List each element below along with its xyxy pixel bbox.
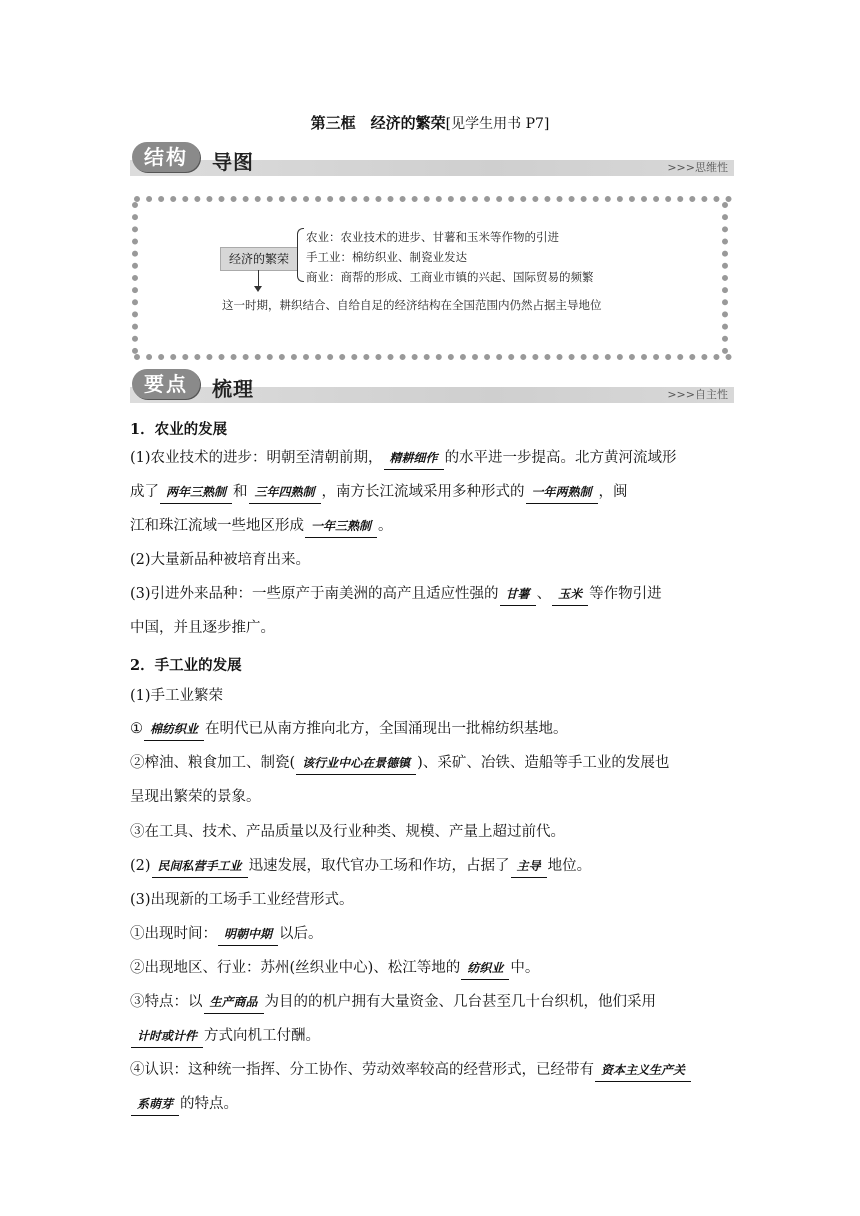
- frame-left: [132, 202, 144, 354]
- section-heading-agriculture: 1．农业的发展: [130, 421, 228, 438]
- paragraph: [130, 448, 734, 470]
- banner-tag: >>>自主性: [667, 388, 728, 401]
- answer-blank: 一年两熟制: [526, 482, 598, 504]
- paragraph: [130, 719, 734, 741]
- answer-blank: 玉米: [552, 584, 588, 606]
- key-points-banner: [130, 367, 734, 407]
- banner-pill: 要点: [132, 369, 200, 399]
- paragraph: [130, 924, 734, 946]
- text: 等作物引进: [589, 586, 662, 602]
- paragraph: [130, 992, 734, 1014]
- title-main: 第三框 经济的繁荣: [310, 114, 446, 132]
- answer-blank: 一年三熟制: [305, 516, 377, 538]
- structure-map-banner: [130, 140, 734, 180]
- text: 方式向机工付酬。: [204, 1028, 321, 1044]
- text: ④认识：这种统一指挥、分工协作、劳动效率较高的经营形式，已经带有: [130, 1062, 594, 1078]
- banner-pill: 结构: [132, 142, 200, 172]
- banner-heading: 梳理: [212, 377, 254, 401]
- answer-blank: 该行业中心在景德镇: [296, 753, 416, 775]
- text: (3)引进外来品种：一些原产于南美洲的高产且适应性强的: [130, 586, 499, 602]
- paragraph: [130, 753, 734, 775]
- text: 。: [378, 518, 393, 534]
- answer-blank: 生产商品: [204, 992, 264, 1014]
- answer-blank: 棉纺织业: [144, 719, 204, 741]
- text: ，闽: [598, 484, 628, 500]
- text: ①: [130, 721, 143, 737]
- map-brace: [297, 228, 304, 282]
- text: ②出现地区、行业：苏州(丝织业中心)、松江等地的: [130, 960, 461, 976]
- paragraph: 中国，并且逐步推广。: [130, 620, 275, 636]
- text: 以后。: [279, 926, 323, 942]
- map-line-summary: 这一时期，耕织结合、自给自足的经济结构在全国范围内仍然占据主导地位: [222, 298, 602, 312]
- answer-blank: 明朝中期: [218, 924, 278, 946]
- answer-blank: 系萌芽: [131, 1094, 179, 1116]
- answer-blank: 三年四熟制: [249, 482, 321, 504]
- paragraph: [130, 482, 734, 504]
- text: 的特点。: [180, 1096, 239, 1112]
- answer-blank: 两年三熟制: [160, 482, 232, 504]
- text: 中。: [510, 960, 540, 976]
- paragraph: (1)手工业繁荣: [130, 688, 224, 704]
- text: 在明代已从南方推向北方，全国涌现出一批棉纺织基地。: [205, 721, 568, 737]
- text: ①出现时间：: [130, 926, 217, 942]
- map-arrow-icon: [254, 286, 262, 292]
- answer-blank: 主导: [511, 856, 547, 878]
- text: 、: [536, 586, 552, 602]
- text: 和: [233, 484, 248, 500]
- text: ③特点：以: [130, 994, 203, 1010]
- paragraph: [130, 584, 734, 606]
- text: )、采矿、冶铁、造船等手工业的发展也: [417, 755, 670, 771]
- banner-heading: 导图: [212, 150, 254, 174]
- text: ，南方长江流域采用多种形式的: [321, 484, 525, 500]
- paragraph: [130, 516, 734, 538]
- title-ref: [见学生用书 P7]: [445, 116, 550, 132]
- text: (1)农业技术的进步：明朝至清朝前期，: [130, 450, 383, 466]
- answer-blank: 计时或计件: [131, 1026, 203, 1048]
- answer-blank: 资本主义生产关: [595, 1060, 691, 1082]
- text: 的水平进一步提高。北方黄河流域形: [444, 450, 677, 466]
- frame-right: [722, 202, 734, 354]
- text: (2): [130, 858, 151, 874]
- text: 成了: [130, 484, 159, 500]
- text: ②榨油、粮食加工、制瓷(: [130, 755, 296, 771]
- paragraph: (2)大量新品种被培育出来。: [130, 552, 311, 568]
- banner-tag: >>>思维性: [667, 161, 728, 174]
- text: 江和珠江流域一些地区形成: [130, 518, 304, 534]
- map-line-handicraft: 手工业：棉纺织业、制瓷业发达: [306, 250, 467, 264]
- page-title: [0, 112, 860, 133]
- answer-blank: 纺织业: [461, 958, 509, 980]
- map-line-commerce: 商业：商帮的形成、工商业市镇的兴起、国际贸易的频繁: [306, 270, 594, 284]
- section-heading-handicraft: 2．手工业的发展: [130, 657, 242, 674]
- paragraph: [130, 856, 734, 878]
- answer-blank: 甘薯: [500, 584, 536, 606]
- answer-blank: 精耕细作: [384, 448, 444, 470]
- map-center-box: 经济的繁荣: [220, 247, 298, 271]
- text: 为目的的机户拥有大量资金、几台甚至几十台织机，他们采用: [264, 994, 657, 1010]
- paragraph: ③在工具、技术、产品质量以及行业种类、规模、产量上超过前代。: [130, 824, 565, 840]
- text: 地位。: [547, 858, 592, 874]
- paragraph: [130, 1060, 734, 1082]
- paragraph: [130, 958, 734, 980]
- text: 迅速发展，取代官办工场和作坊，占据了: [248, 858, 510, 874]
- paragraph: 呈现出繁荣的景象。: [130, 789, 261, 805]
- paragraph: [130, 1026, 734, 1048]
- map-line-agriculture: 农业：农业技术的进步、甘薯和玉米等作物的引进: [306, 230, 559, 244]
- paragraph: [130, 1094, 734, 1116]
- answer-blank: 民间私营手工业: [152, 856, 248, 878]
- paragraph: (3)出现新的工场手工业经营形式。: [130, 892, 354, 908]
